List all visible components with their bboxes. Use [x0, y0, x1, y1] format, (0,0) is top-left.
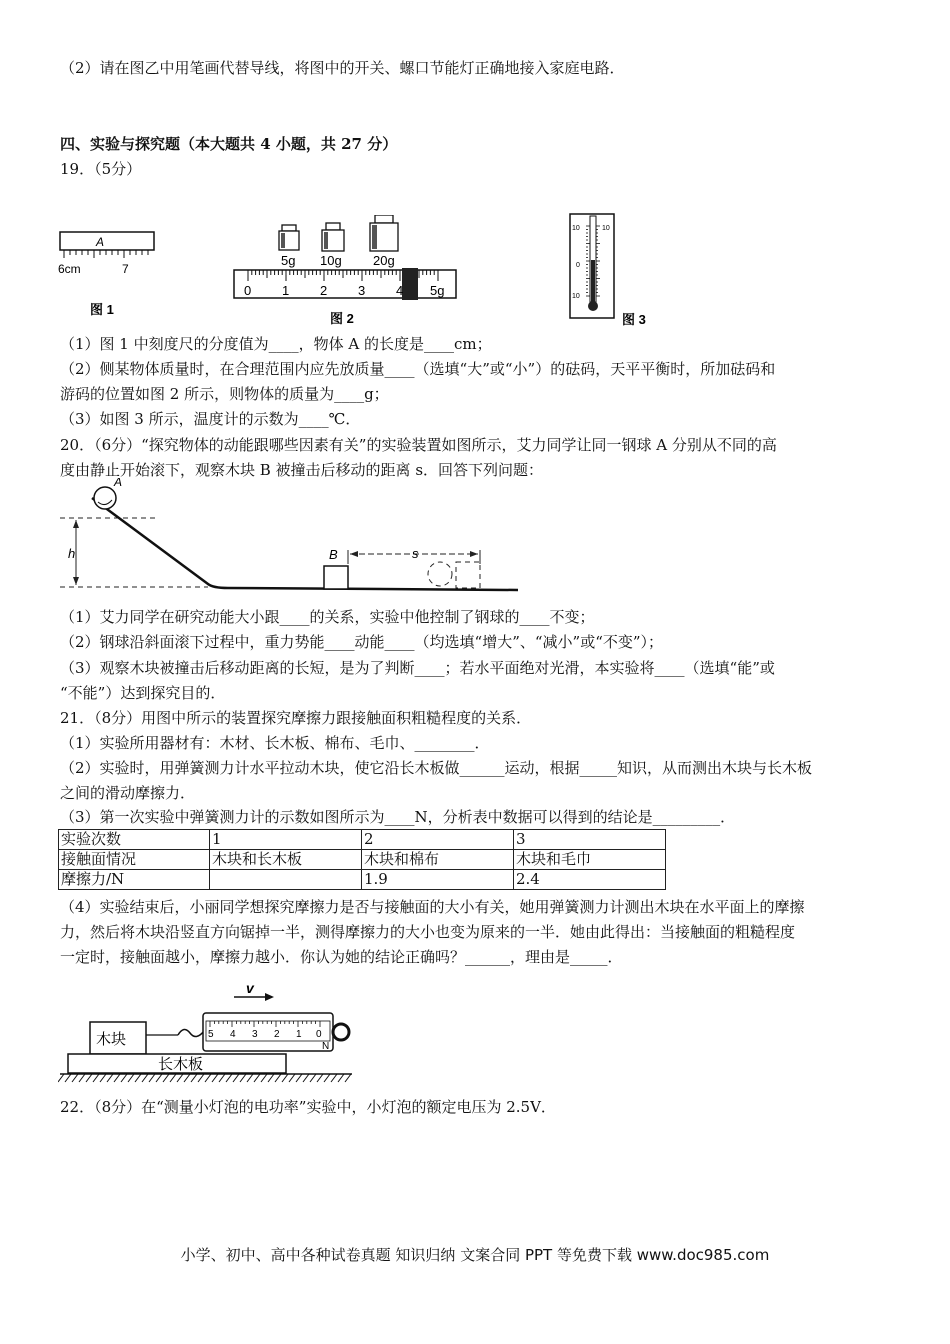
q20-part1: （1）艾力同学在研究动能大小跟____的关系，实验中他控制了钢球的____不变； [60, 608, 595, 626]
q22-head: 22．（8分）在“测量小灯泡的电功率”实验中，小灯泡的额定电压为 2.5V． [60, 1098, 556, 1116]
figure-2-balance [232, 215, 462, 330]
tick-mark [205, 1074, 211, 1082]
tick-mark [128, 1074, 134, 1082]
table-cell: 木块和长木板 [210, 850, 362, 870]
tick-mark [233, 1074, 239, 1082]
tick-mark [184, 1074, 190, 1082]
q21-part4a: （4）实验结束后，小丽同学想探究摩擦力是否与接触面的大小有关，她用弹簧测力计测出木块在水平面上的摩擦 [60, 898, 805, 916]
q20-part2: （2）钢球沿斜面滚下过程中，重力势能____动能____（均选填“增大”、“减小”或“不变”）； [60, 633, 664, 651]
table-row [59, 870, 666, 890]
q20-label-h: h [68, 546, 76, 561]
scale-num-0: 0 [316, 1029, 322, 1040]
scale-unit: N [322, 1041, 330, 1052]
table-cell: 2 [362, 830, 514, 850]
q21-part4b: 力，然后将木块沿竖直方向锯掉一半，测得摩擦力的大小也变为原来的一半．她由此得出：当接触面的粗糙程度 [60, 923, 796, 941]
table-cell: 实验次数 [59, 830, 210, 850]
tick-mark [177, 1074, 183, 1082]
tick-mark [93, 1074, 99, 1082]
q21-part2a: （2）实验时，用弹簧测力计水平拉动木块，使它沿长木板做______运动，根据_____知识，从而测出木块与长木板 [60, 759, 813, 777]
scale-num-3: 3 [252, 1029, 258, 1040]
fig3-label-0: 0 [576, 262, 580, 269]
tick-mark [163, 1074, 169, 1082]
q19-head: 19．（5分） [60, 160, 142, 178]
fig1-caption: 图 1 [90, 302, 114, 317]
tick-mark [254, 1074, 260, 1082]
tick-mark [226, 1074, 232, 1082]
table-row [59, 830, 666, 850]
q20-label-b: B [329, 547, 338, 562]
tick-mark [324, 1074, 330, 1082]
tick-mark [296, 1074, 302, 1082]
figure-3-thermometer [568, 212, 663, 327]
table-row [59, 850, 666, 870]
tick-mark [149, 1074, 155, 1082]
q20-label-s: s [412, 546, 419, 561]
tick-mark [240, 1074, 246, 1082]
table-cell: 木块和毛巾 [514, 850, 666, 870]
section-title: 四、实验与探究题（本大题共 4 小题，共 27 分） [60, 135, 398, 153]
fig2-caption: 图 2 [330, 311, 354, 326]
scale-num-5: 5 [208, 1029, 214, 1040]
fig1-label-a: A [96, 235, 105, 249]
fig2-weight-20g: 20g [373, 253, 395, 268]
q21-part3: （3）第一次实验中弹簧测力计的示数如图所示为____N，分析表中数据可以得到的结论是_________． [60, 808, 736, 826]
tick-mark [268, 1074, 274, 1082]
friction-table [58, 829, 666, 890]
q19-part3: （3）如图 3 所示，温度计的示数为____℃． [60, 410, 361, 428]
q21-part1: （1）实验所用器材有：木材、长木板、棉布、毛巾、________． [60, 734, 490, 752]
q20-line1: 20．（6分）“探究物体的动能跟哪些因素有关”的实验装置如图所示，艾力同学让同一钢球 A 分别从不同的高 [60, 436, 777, 454]
q21-head: 21．（8分）用图中所示的装置探究摩擦力跟接触面积粗糙程度的关系． [60, 709, 532, 727]
scale-num-4: 4 [230, 1029, 236, 1040]
fig3-caption: 图 3 [622, 312, 646, 327]
q20-line2: 度由静止开始滚下，观察木块 B 被撞击后移动的距离 s．回答下列问题： [60, 461, 544, 479]
table-cell: 摩擦力/N [59, 870, 210, 890]
tick-mark [198, 1074, 204, 1082]
fig2-tick-1: 1 [282, 283, 290, 298]
table-cell: 2.4 [514, 870, 666, 890]
tick-mark [170, 1074, 176, 1082]
q20-part3a: （3）观察木块被撞击后移动距离的长短，是为了判断____；若水平面绝对光滑，本实验将____（选填“能”或 [60, 659, 775, 677]
table-cell: 接触面情况 [59, 850, 210, 870]
tick-mark [275, 1074, 281, 1082]
fig3-label-10-bottom: 10 [572, 293, 580, 300]
table-cell [210, 870, 362, 890]
tick-mark [247, 1074, 253, 1082]
fig3-label-10-top-left: 10 [572, 225, 580, 232]
q18-part2: （2）请在图乙中用笔画代替导线，将图中的开关、螺口节能灯正确地接入家庭电路． [60, 59, 625, 77]
q20-incline-figure [58, 478, 520, 600]
q21-label-v: v [246, 980, 254, 996]
table-cell: 3 [514, 830, 666, 850]
tick-mark [142, 1074, 148, 1082]
q21-board-label: 长木板 [158, 1056, 204, 1073]
scale-num-2: 2 [274, 1029, 280, 1040]
tick-mark [65, 1074, 71, 1082]
fig2-tick-5g: 5g [430, 283, 445, 298]
table-cell: 1 [210, 830, 362, 850]
tick-mark [135, 1074, 141, 1082]
tick-mark [58, 1074, 64, 1082]
page-footer: 小学、初中、高中各种试卷真题 知识归纳 文案合同 PPT 等免费下载 www.doc985.com [180, 1246, 770, 1264]
tick-mark [191, 1074, 197, 1082]
fig2-tick-3: 3 [358, 283, 366, 298]
tick-mark [310, 1074, 316, 1082]
tick-mark [72, 1074, 78, 1082]
tick-mark [317, 1074, 323, 1082]
tick-mark [86, 1074, 92, 1082]
tick-mark [100, 1074, 106, 1082]
q19-part1: （1）图 1 中刻度尺的分度值为____，物体 A 的长度是____cm； [60, 335, 492, 353]
tick-mark [331, 1074, 337, 1082]
fig1-label-7: 7 [122, 262, 129, 276]
table-cell: 木块和棉布 [362, 850, 514, 870]
q21-part4c: 一定时，接触面越小，摩擦力越小．你认为她的结论正确吗？______，理由是_____． [60, 948, 623, 966]
fig2-tick-4: 4 [396, 283, 404, 298]
fig2-tick-2: 2 [320, 283, 328, 298]
fig2-tick-0: 0 [244, 283, 252, 298]
tick-mark [212, 1074, 218, 1082]
q20-part3b: “不能”）达到探究目的． [60, 684, 226, 702]
tick-mark [121, 1074, 127, 1082]
scale-num-1: 1 [296, 1029, 302, 1040]
table-cell: 1.9 [362, 870, 514, 890]
q19-part2b: 游码的位置如图 2 所示，则物体的质量为____g； [60, 385, 389, 403]
q21-block-label: 木块 [96, 1031, 127, 1048]
q19-part2a: （2）侧某物体质量时，在合理范围内应先放质量____（选填“大”或“小”）的砝码，天平平衡时，所加砝码和 [60, 360, 776, 378]
figure-1-ruler [58, 228, 158, 323]
tick-mark [261, 1074, 267, 1082]
fig2-weight-5g: 5g [281, 253, 296, 268]
tick-mark [282, 1074, 288, 1082]
tick-mark [303, 1074, 309, 1082]
tick-mark [107, 1074, 113, 1082]
fig1-label-6cm: 6cm [58, 262, 81, 276]
q21-part2b: 之间的滑动摩擦力． [60, 784, 196, 802]
q20-label-a: A [114, 478, 123, 489]
fig2-weight-10g: 10g [320, 253, 342, 268]
tick-mark [79, 1074, 85, 1082]
tick-mark [219, 1074, 225, 1082]
tick-mark [338, 1074, 344, 1082]
fig3-label-10-top-right: 10 [602, 225, 610, 232]
tick-mark [289, 1074, 295, 1082]
tick-mark [156, 1074, 162, 1082]
tick-mark [114, 1074, 120, 1082]
tick-mark [345, 1074, 351, 1082]
q21-spring-scale-figure [58, 975, 356, 1090]
